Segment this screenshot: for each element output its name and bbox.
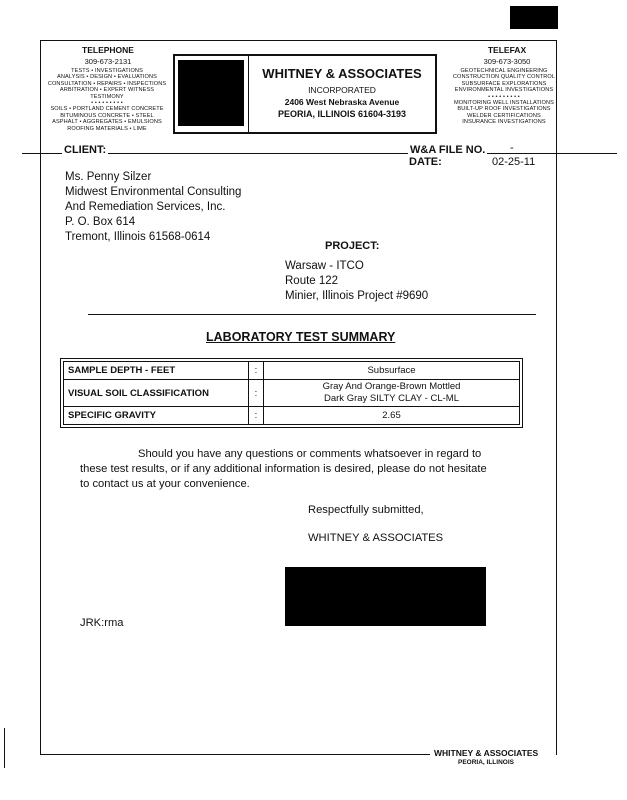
paragraph-line: these test results, or if any additional information is desired, please do not hesitate xyxy=(80,463,487,475)
client-address xyxy=(65,170,241,245)
redaction-top-right xyxy=(510,6,558,29)
project-details xyxy=(285,259,428,304)
row-value-line: Gray And Orange-Brown Mottled xyxy=(322,381,461,392)
left-services-list xyxy=(46,68,168,132)
service-line: CONSULTATION • REPAIRS • INSPECTIONS xyxy=(47,80,167,87)
project-line: Warsaw - ITCO xyxy=(285,260,364,272)
project-label: PROJECT: xyxy=(325,240,380,252)
paragraph-line: Should you have any questions or comments whatsoever in regard to xyxy=(138,448,482,460)
service-line: BUILT-UP ROOF INVESTIGATIONS xyxy=(457,106,551,113)
row-separator: : xyxy=(249,362,264,380)
paragraph-line: to contact us at your convenience. xyxy=(80,478,250,490)
table-row xyxy=(64,407,520,425)
firm-street: 2406 West Nebraska Avenue xyxy=(284,97,400,107)
service-line: INSURANCE INVESTIGATIONS xyxy=(462,119,546,126)
address-line: Ms. Penny Silzer xyxy=(65,171,152,183)
address-line: Midwest Environmental Consulting xyxy=(65,186,242,198)
firm-name: WHITNEY & ASSOCIATES xyxy=(262,66,422,81)
service-line: WELDER CERTIFICATIONS xyxy=(467,112,541,119)
service-line: SOILS • PORTLAND CEMENT CONCRETE xyxy=(50,106,164,113)
footer-city: PEORIA, ILLINOIS xyxy=(458,759,514,766)
signature-redaction xyxy=(285,567,486,626)
frame-left-line xyxy=(40,40,41,755)
telephone-label: TELEPHONE xyxy=(82,45,134,55)
address-line: P. O. Box 614 xyxy=(65,216,136,228)
service-line: • • • • • • • • • xyxy=(91,100,123,107)
summary-table-wrap xyxy=(60,358,523,428)
row-separator: : xyxy=(249,380,264,407)
telefax-label: TELEFAX xyxy=(487,45,527,55)
frame-bottom-line xyxy=(40,754,430,755)
client-rule xyxy=(22,153,617,154)
closing-paragraph xyxy=(80,447,487,492)
service-line: • • • • • • • • • xyxy=(488,93,520,100)
row-value xyxy=(264,380,520,407)
date-value: 02-25-11 xyxy=(492,156,536,168)
file-no-value: - xyxy=(510,142,514,154)
initials: JRK:rma xyxy=(80,617,124,629)
row-value: Subsurface xyxy=(264,362,520,380)
service-line: ROOFING MATERIALS • LIME xyxy=(67,125,147,132)
telephone-number: 309-673-2131 xyxy=(84,57,132,66)
firm-city: PEORIA, ILLINOIS 61604-3193 xyxy=(277,109,407,119)
service-line: ASPHALT • AGGREGATES • EMULSIONS xyxy=(52,119,162,126)
project-line: Minier, Illinois Project #9690 xyxy=(285,290,429,302)
telefax-number: 309-673-3050 xyxy=(483,57,531,66)
date-label: DATE: xyxy=(409,156,442,168)
summary-title: LABORATORY TEST SUMMARY xyxy=(206,330,396,344)
service-line: ANALYSIS • DESIGN • EVALUATIONS xyxy=(57,74,157,81)
table-row xyxy=(64,380,520,407)
left-margin-mark xyxy=(4,728,5,768)
service-line: BITUMINOUS CONCRETE • STEEL xyxy=(60,112,154,119)
project-line: Route 122 xyxy=(285,275,339,287)
service-line: ENVIRONMENTAL INVESTIGATIONS xyxy=(454,87,554,94)
firm-incorporated: INCORPORATED xyxy=(308,85,376,95)
frame-right-line xyxy=(556,40,557,755)
frame-top-line xyxy=(40,40,557,41)
right-services-list xyxy=(445,68,563,126)
project-rule xyxy=(88,314,536,315)
table-row xyxy=(64,362,520,380)
salutation: Respectfully submitted, xyxy=(308,504,424,516)
footer-firm: WHITNEY & ASSOCIATES xyxy=(434,748,539,758)
row-label: VISUAL SOIL CLASSIFICATION xyxy=(64,380,249,407)
address-line: And Remediation Services, Inc. xyxy=(65,201,226,213)
service-line: MONITORING WELL INSTALLATIONS xyxy=(454,100,554,107)
service-line: CONSTRUCTION QUALITY CONTROL xyxy=(452,74,556,81)
row-label: SPECIFIC GRAVITY xyxy=(64,407,249,425)
row-value-line: Dark Gray SILTY CLAY - CL-ML xyxy=(324,393,459,404)
signatory: WHITNEY & ASSOCIATES xyxy=(308,532,444,544)
service-line: GEOTECHNICAL ENGINEERING xyxy=(460,68,548,74)
service-line: SUBSURFACE EXPLORATIONS xyxy=(461,80,547,87)
row-separator: : xyxy=(249,407,264,425)
service-line: ARBITRATION • EXPERT WITNESS TESTIMONY xyxy=(59,87,155,100)
row-value: 2.65 xyxy=(264,407,520,425)
client-label: CLIENT: xyxy=(64,144,107,156)
address-line: Tremont, Illinois 61568-0614 xyxy=(65,231,211,243)
service-line: TESTS • INVESTIGATIONS xyxy=(71,68,143,74)
file-no-label: W&A FILE NO. xyxy=(410,144,486,156)
row-label: SAMPLE DEPTH - FEET xyxy=(64,362,249,380)
firm-logo-redaction xyxy=(178,60,244,126)
summary-table xyxy=(63,361,520,425)
